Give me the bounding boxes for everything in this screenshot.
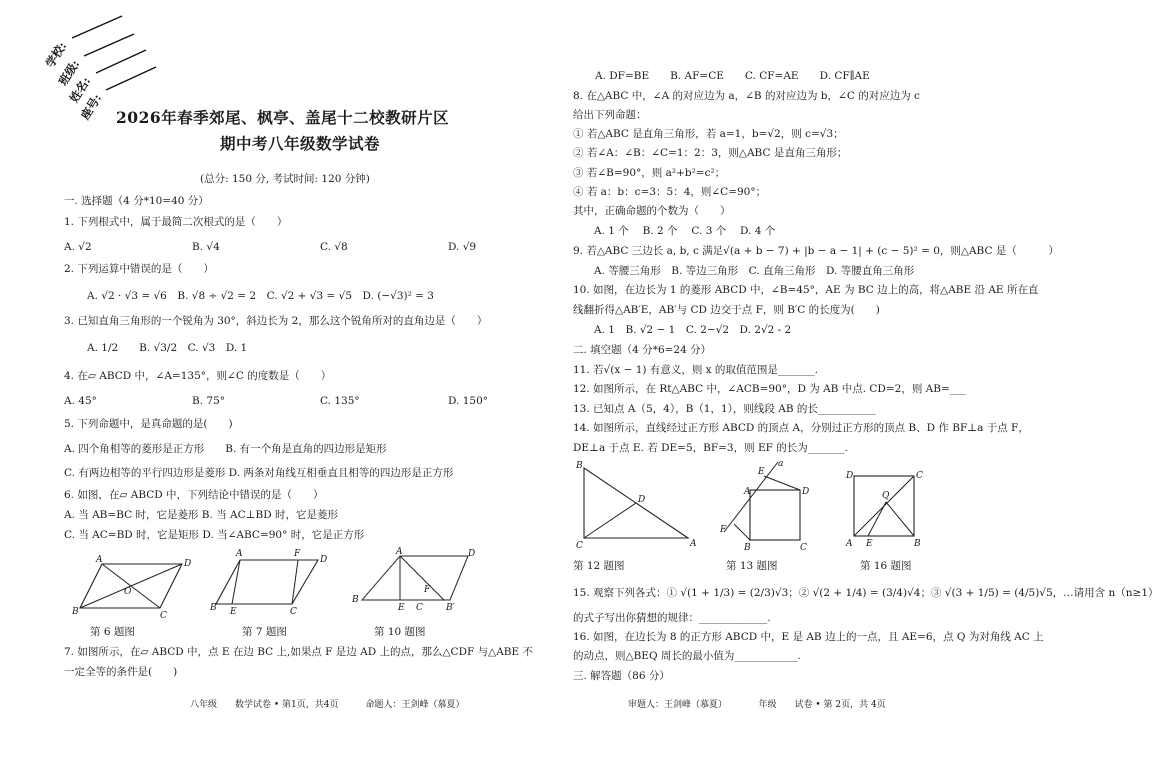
question-8-intro: 给出下列命题： — [573, 109, 647, 121]
figure-6 — [72, 555, 202, 621]
question-14-cont: DE⊥a 于点 E. 若 DE=5，BF=3，则 EF 的长为_______. — [573, 442, 848, 454]
q6-options-cd: C. 当 AC=BD 时，它是矩形 D. 当∠ABC=90° 时，它是正方形 — [64, 529, 365, 541]
question-11: 11. 若√(x − 1) 有意义，则 x 的取值范围是_______. — [573, 364, 819, 376]
q1-option-d: D. √9 — [448, 241, 477, 253]
svg-text:C: C — [916, 471, 923, 481]
figure-10-caption: 第 10 题图 — [374, 626, 426, 638]
svg-text:A: A — [846, 539, 853, 549]
exam-subtitle: (总分: 150 分, 考试时间: 120 分钟) — [200, 173, 370, 185]
svg-text:F: F — [294, 549, 301, 559]
school-label: 学校: — [42, 39, 70, 70]
svg-text:B: B — [352, 595, 359, 605]
q8-proposition-2: ② 若∠A：∠B：∠C=1：2：3，则△ABC 是直角三角形； — [573, 147, 848, 159]
section-3-heading: 三. 解答题（86 分） — [573, 670, 670, 682]
svg-text:A: A — [690, 539, 697, 549]
figure-16 — [846, 470, 926, 550]
question-12: 12. 如图所示，在 Rt△ABC 中，∠ACB=90°，D 为 AB 中点. CD=2，则 AB=___ — [573, 383, 966, 395]
svg-text:a: a — [778, 459, 784, 469]
q4-option-a: A. 45° — [64, 395, 97, 407]
svg-text:D: D — [802, 487, 810, 497]
question-5: 5. 下列命题中，是真命题的是( ) — [64, 418, 233, 430]
q2-options: A. √2 · √3 = √6 B. √8 ÷ √2 = 2 C. √2 + √3 = √5 D. (−√3)² = 3 — [87, 290, 434, 302]
q9-options: A. 等腰三角形 B. 等边三角形 C. 直角三角形 D. 等腰直角三角形 — [594, 265, 915, 277]
svg-text:A: A — [236, 549, 243, 559]
question-10-cont: 线翻折得△AB′E，AB′与 CD 边交于点 F，则 B′C 的长度为( ) — [573, 304, 880, 316]
q8-proposition-4: ④ 若 a：b：c=3：5：4，则∠C=90°； — [573, 186, 767, 198]
svg-text:D: D — [320, 555, 328, 565]
q5-options-cd: C. 有两边相等的平行四边形是菱形 D. 两条对角线互相垂直且相等的四边形是正方形 — [64, 467, 454, 479]
page-1-footer: 八年级 数学试卷 • 第1页，共4页 命题人：王剑峰（慕夏） — [190, 700, 465, 710]
question-7: 7. 如图所示，在▱ ABCD 中，点 E 在边 BC 上,如果点 F 是边 AD 上的点，那么△CDF 与△ABE 不 — [64, 646, 534, 658]
question-7-cont: 一定全等的条件是( ) — [64, 666, 178, 678]
q1-option-a: A. √2 — [64, 241, 92, 253]
svg-text:B: B — [210, 603, 217, 613]
q8-proposition-3: ③ 若∠B=90°，则 a²+b²=c²； — [573, 167, 726, 179]
svg-text:D: D — [638, 495, 646, 505]
q3-options: A. 1/2 B. √3/2 C. √3 D. 1 — [87, 342, 248, 354]
svg-text:Q: Q — [882, 491, 890, 501]
q8-options: A. 1 个 B. 2 个 C. 3 个 D. 4 个 — [594, 225, 776, 237]
svg-text:E: E — [398, 603, 405, 613]
svg-text:F: F — [720, 525, 727, 535]
question-13: 13. 已知点 A（5，4），B（1，1），则线段 AB 的长___________ — [573, 403, 876, 415]
svg-text:D: D — [468, 549, 476, 559]
figure-13 — [718, 460, 828, 552]
figure-13-caption: 第 13 题图 — [726, 560, 778, 572]
figure-10 — [352, 547, 476, 613]
question-3: 3. 已知直角三角形的一个锐角为 30°，斜边长为 2，那么这个锐角所对的直角边是（ ） — [64, 315, 488, 327]
svg-text:E: E — [758, 467, 765, 477]
seat-label: 座号: — [77, 91, 105, 122]
svg-text:C: C — [290, 607, 297, 617]
q1-option-b: B. √4 — [192, 241, 220, 253]
svg-text:C: C — [576, 541, 583, 551]
figure-7-caption: 第 7 题图 — [242, 626, 287, 638]
svg-text:O: O — [124, 587, 132, 597]
q4-option-c: C. 135° — [320, 395, 360, 407]
question-9: 9. 若△ABC 三边长 a, b, c 满足√(a + b − 7) + |b − a − 1| + (c − 5)² = 0，则△ABC 是（ ） — [573, 245, 1059, 257]
question-16-cont: 的动点，则△BEQ 周长的最小值为____________. — [573, 650, 801, 662]
exam-title-line1: 2026年春季郊尾、枫亭、盖尾十二校教研片区 — [116, 108, 450, 127]
figure-12 — [576, 462, 706, 552]
q5-options-ab: A. 四个角相等的菱形是正方形 B. 有一个角是直角的四边形是矩形 — [64, 443, 387, 455]
question-15-cont: 的式子写出你猜想的规律：_____________. — [573, 612, 771, 624]
question-8: 8. 在△ABC 中，∠A 的对应边为 a，∠B 的对应边为 b，∠C 的对应边为 c — [573, 90, 920, 102]
question-1: 1. 下列根式中，属于最简二次根式的是（ ） — [64, 216, 288, 228]
q7-options: A. DF=BE B. AF=CE C. CF=AE D. CF∥AE — [595, 70, 870, 82]
question-6: 6. 如图，在▱ ABCD 中，下列结论中错误的是（ ） — [64, 489, 324, 501]
question-10: 10. 如图，在边长为 1 的菱形 ABCD 中，∠B=45°，AE 为 BC 边上的高，将△ABE 沿 AE 所在直 — [573, 284, 1039, 296]
svg-text:B: B — [744, 543, 751, 553]
figure-16-caption: 第 16 题图 — [860, 560, 912, 572]
exam-title-line2: 期中考八年级数学试卷 — [220, 134, 381, 153]
q4-option-d: D. 150° — [448, 395, 489, 407]
stamp-lines — [0, 0, 160, 120]
question-8-ask: 其中，正确命题的个数为（ ） — [573, 205, 731, 217]
question-4: 4. 在▱ ABCD 中，∠A=135°，则∠C 的度数是（ ） — [64, 370, 332, 382]
svg-text:E: E — [230, 607, 237, 617]
svg-text:A: A — [96, 555, 103, 565]
svg-text:C: C — [416, 603, 423, 613]
q8-proposition-1: ① 若△ABC 是直角三角形，若 a=1，b=√2，则 c=√3； — [573, 128, 844, 140]
section-2-heading: 二. 填空题（4 分*6=24 分） — [573, 344, 712, 356]
svg-text:A: A — [744, 487, 751, 497]
figure-7 — [210, 549, 330, 617]
svg-text:D: D — [846, 471, 854, 481]
svg-text:B′: B′ — [446, 603, 455, 613]
figure-6-caption: 第 6 题图 — [90, 626, 135, 638]
question-14: 14. 如图所示，直线经过正方形 ABCD 的顶点 A，分别过正方形的顶点 B、D 作 BF⊥a 于点 F， — [573, 422, 1029, 434]
q4-option-b: B. 75° — [192, 395, 226, 407]
svg-text:B: B — [72, 607, 79, 617]
svg-text:C: C — [160, 611, 167, 621]
name-label: 姓名: — [66, 74, 94, 105]
class-label: 班级: — [55, 57, 83, 88]
question-15: 15. 观察下列各式：① √(1 + 1/3) = (2/3)√3；② √(2 + 1/4) = (3/4)√4；③ √(3 + 1/5) = (4/5)√5，…请用含 n（n≥1） — [573, 587, 1159, 599]
svg-text:F: F — [424, 585, 431, 595]
q6-options-ab: A. 当 AB=BC 时，它是菱形 B. 当 AC⊥BD 时，它是菱形 — [64, 509, 339, 521]
page-2-footer: 审题人：王剑峰（慕夏） 年级 试卷 • 第 2页，共 4页 — [628, 700, 886, 710]
svg-text:D: D — [184, 559, 192, 569]
q10-options: A. 1 B. √2 − 1 C. 2−√2 D. 2√2 - 2 — [594, 324, 792, 336]
q1-option-c: C. √8 — [320, 241, 348, 253]
section-1-heading: 一. 选择题（4 分*10=40 分） — [64, 195, 209, 207]
svg-text:B: B — [914, 539, 921, 549]
svg-text:E: E — [866, 539, 873, 549]
svg-text:B: B — [576, 461, 583, 471]
svg-text:A: A — [396, 547, 403, 557]
svg-text:C: C — [800, 543, 807, 553]
question-16: 16. 如图，在边长为 8 的正方形 ABCD 中，E 是 AB 边上的一点，且 AE=6，点 Q 为对角线 AC 上 — [573, 631, 1044, 643]
question-2: 2. 下列运算中错误的是（ ） — [64, 263, 214, 275]
figure-12-caption: 第 12 题图 — [573, 560, 625, 572]
